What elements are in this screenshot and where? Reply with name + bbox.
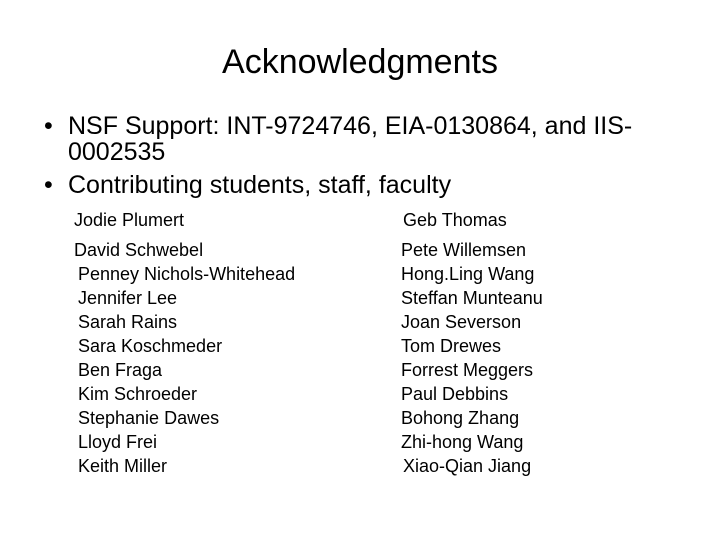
name-entry: Hong.Ling Wang [401, 264, 535, 284]
name-entry: Paul Debbins [401, 384, 509, 404]
name-entry: Pete Willemsen [401, 240, 527, 260]
bullet-item-contributors [44, 172, 668, 198]
name-entry: Bohong Zhang [401, 408, 520, 428]
name-entry: Penney Nichols-Whitehead [78, 264, 296, 284]
slide-title: Acknowledgments [222, 43, 498, 81]
name-entry: Jennifer Lee [78, 288, 178, 308]
bullet-item-nsf-support [44, 113, 668, 165]
name-entry: David Schwebel [74, 240, 204, 260]
name-entry: Xiao-Qian Jiang [403, 456, 532, 476]
bullet-text: NSF Support: INT-9724746, EIA-0130864, and IIS-0002535 [68, 112, 633, 166]
name-entry: Kim Schroeder [78, 384, 198, 404]
name-entry: Jodie Plumert [74, 210, 185, 230]
name-entry: Geb Thomas [403, 210, 507, 230]
bullet-icon: • [44, 171, 53, 199]
name-entry: Tom Drewes [401, 336, 502, 356]
name-entry: Sara Koschmeder [78, 336, 223, 356]
name-entry: Sarah Rains [78, 312, 178, 332]
name-entry: Lloyd Frei [78, 432, 158, 452]
name-entry: Joan Severson [401, 312, 522, 332]
name-entry: Ben Fraga [78, 360, 163, 380]
bullet-icon: • [44, 112, 53, 140]
name-entry: Stephanie Dawes [78, 408, 220, 428]
name-entry: Forrest Meggers [401, 360, 534, 380]
name-entry: Zhi-hong Wang [401, 432, 524, 452]
bullet-text: Contributing students, staff, faculty [68, 171, 452, 199]
name-entry: Steffan Munteanu [401, 288, 543, 308]
name-entry: Keith Miller [78, 456, 168, 476]
